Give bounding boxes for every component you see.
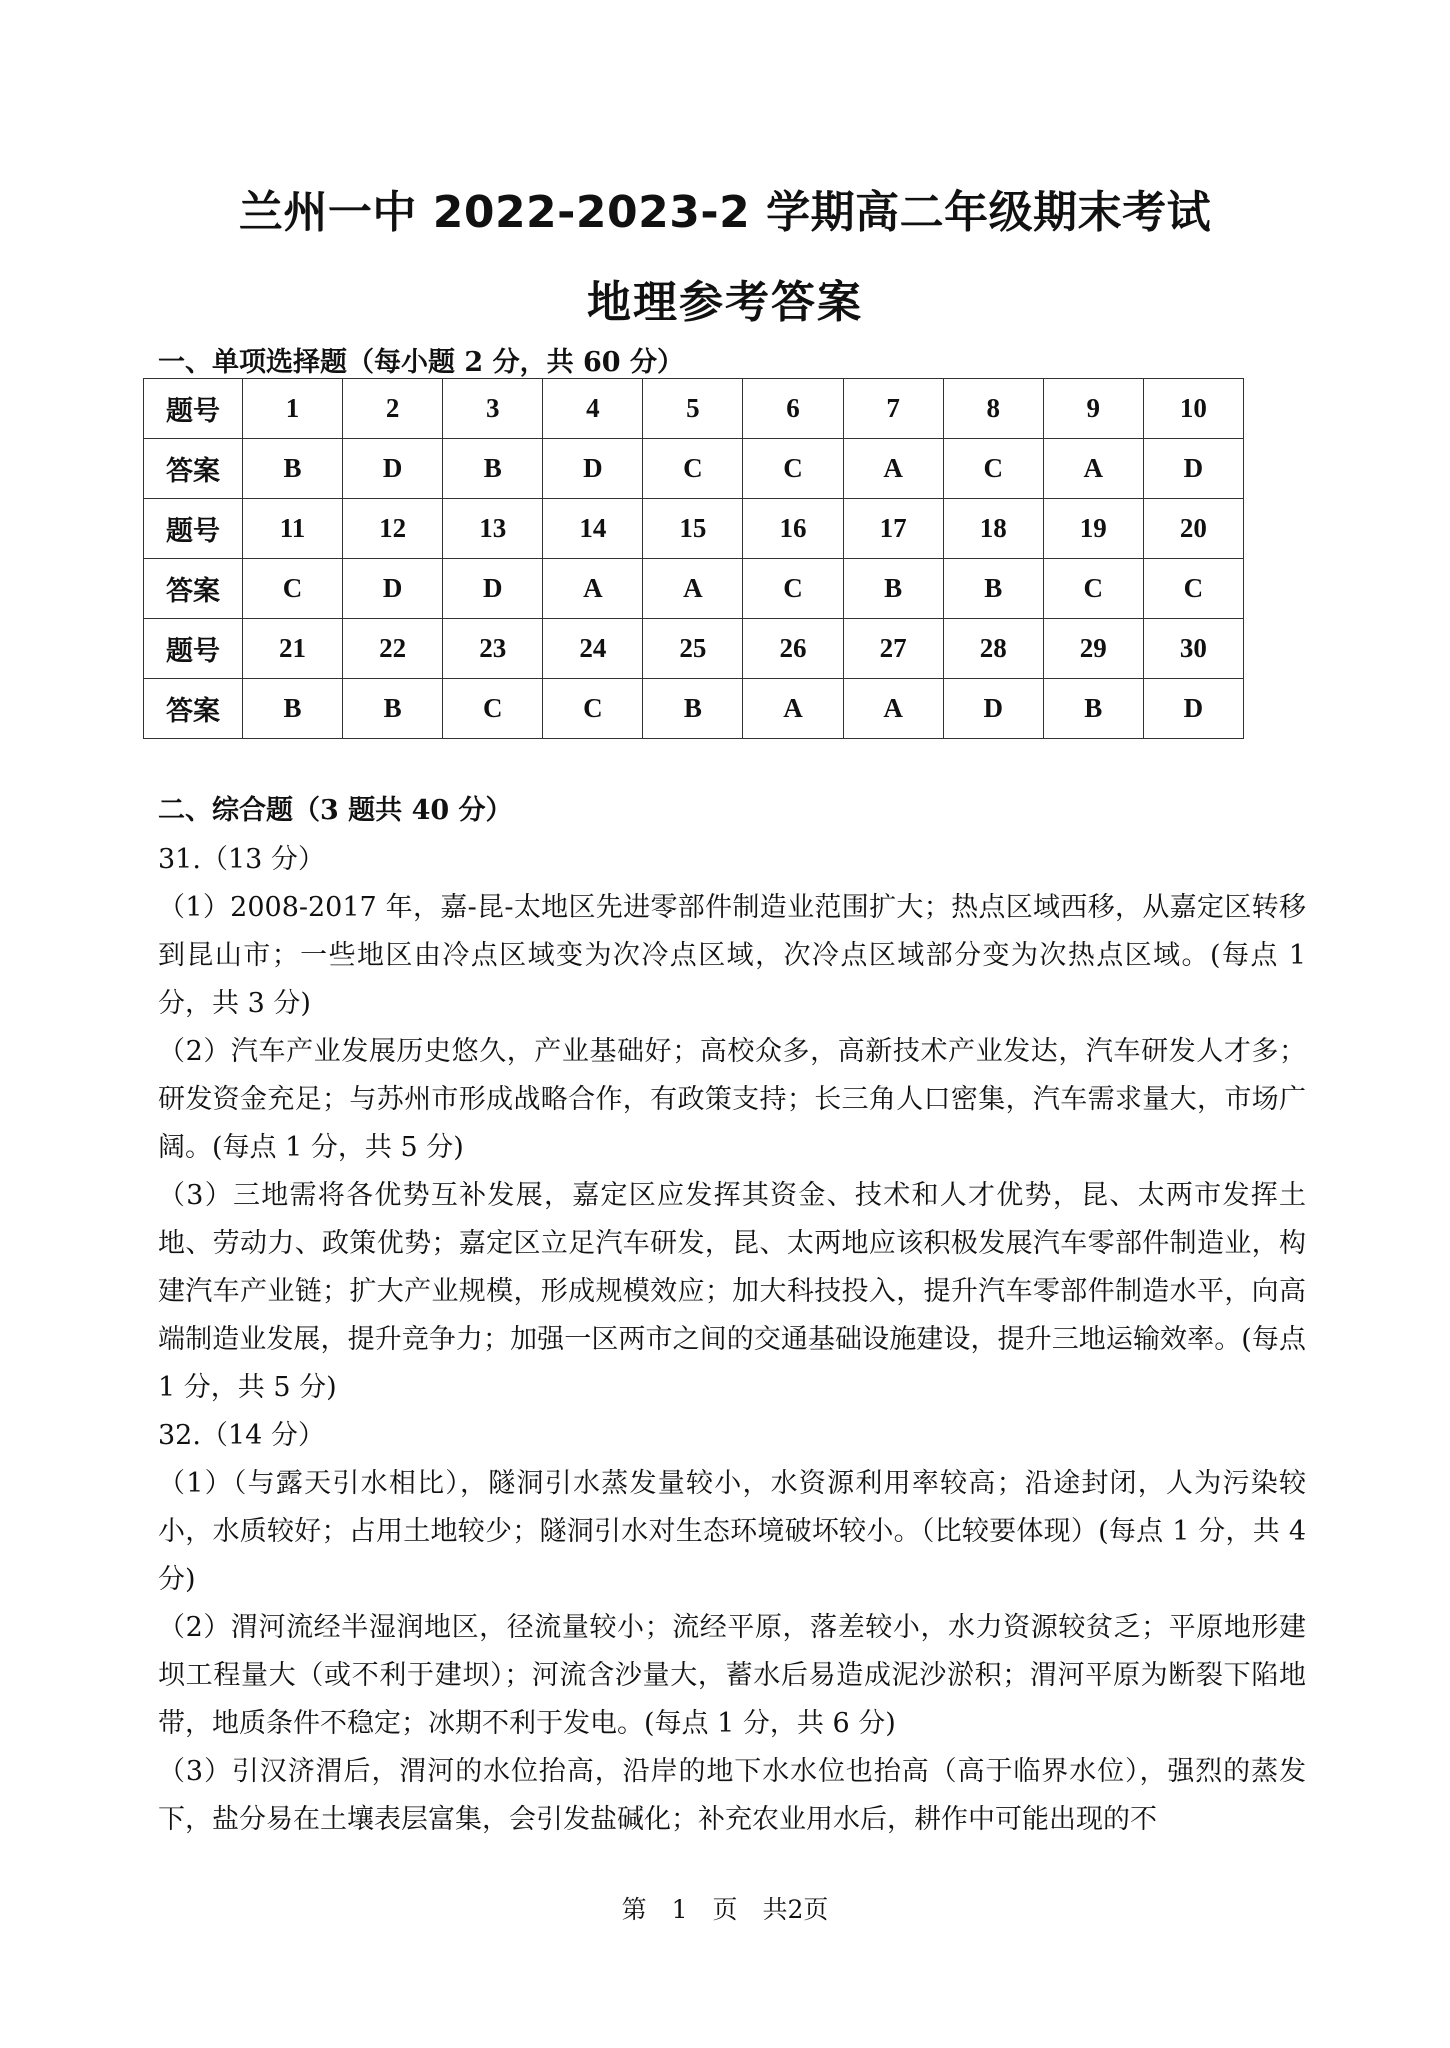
- question-number-cell: 2: [343, 379, 443, 439]
- row-header-answer: 答案: [144, 439, 243, 499]
- question-number-cell: 14: [543, 499, 643, 559]
- question-number-cell: 20: [1143, 499, 1243, 559]
- answer-cell: B: [1043, 679, 1143, 739]
- question-number-cell: 10: [1143, 379, 1243, 439]
- answer-cell: B: [843, 559, 943, 619]
- question-number-cell: 13: [443, 499, 543, 559]
- answer-row: [144, 439, 1244, 499]
- section-2-body: [158, 836, 1306, 1844]
- question-number-cell: 1: [243, 379, 343, 439]
- question-number-cell: 5: [643, 379, 743, 439]
- answer-cell: A: [843, 679, 943, 739]
- question-number-cell: 6: [743, 379, 843, 439]
- answer-cell: C: [743, 439, 843, 499]
- question-number-row: [144, 619, 1244, 679]
- question-number-cell: 19: [1043, 499, 1143, 559]
- answer-cell: D: [1143, 439, 1243, 499]
- answer-cell: A: [1043, 439, 1143, 499]
- answer-cell: D: [343, 439, 443, 499]
- row-header-number: 题号: [144, 499, 243, 559]
- question-number-cell: 28: [943, 619, 1043, 679]
- answer-cell: D: [343, 559, 443, 619]
- question-number-cell: 17: [843, 499, 943, 559]
- question-number-cell: 15: [643, 499, 743, 559]
- question-number-cell: 26: [743, 619, 843, 679]
- answer-cell: C: [1143, 559, 1243, 619]
- question-number-cell: 8: [943, 379, 1043, 439]
- answer-cell: D: [943, 679, 1043, 739]
- answer-table: [143, 378, 1244, 739]
- question-number-cell: 16: [743, 499, 843, 559]
- q31-heading: 31.（13 分）: [158, 844, 325, 875]
- question-number-cell: 29: [1043, 619, 1143, 679]
- question-number-cell: 4: [543, 379, 643, 439]
- page-footer: 第 1 页 共2页: [621, 1895, 829, 1924]
- answer-cell: B: [443, 439, 543, 499]
- question-number-cell: 27: [843, 619, 943, 679]
- question-number-cell: 25: [643, 619, 743, 679]
- q31-answer-3: （3）三地需将各优势互补发展，嘉定区应发挥其资金、技术和人才优势，昆、太两市发挥土地、劳动力、政策优势；嘉定区立足汽车研发，昆、太两地应该积极发展汽车零部件制造业，构建汽车产业链；扩大产业规模，形成规模效应；加大科技投入，提升汽车零部件制造水平，向高端制造业发展，提升竞争力；加强一区两市之间的交通基础设施建设，提升三地运输效率。(每点 1 分，共 5 分): [158, 1180, 1306, 1403]
- answer-cell: B: [243, 679, 343, 739]
- answer-cell: C: [943, 439, 1043, 499]
- exam-title: 兰州一中 2022-2023-2 学期高二年级期末考试: [238, 187, 1212, 238]
- answer-row: [144, 559, 1244, 619]
- section-1-heading: 一、单项选择题（每小题 2 分，共 60 分）: [158, 347, 684, 378]
- q32-heading: 32.（14 分）: [158, 1420, 325, 1451]
- question-number-cell: 18: [943, 499, 1043, 559]
- question-number-cell: 3: [443, 379, 543, 439]
- question-number-cell: 9: [1043, 379, 1143, 439]
- answer-cell: B: [943, 559, 1043, 619]
- answer-cell: C: [743, 559, 843, 619]
- row-header-answer: 答案: [144, 559, 243, 619]
- question-number-cell: 30: [1143, 619, 1243, 679]
- q32-answer-3: （3）引汉济渭后，渭河的水位抬高，沿岸的地下水水位也抬高（高于临界水位），强烈的蒸发下，盐分易在土壤表层富集，会引发盐碱化；补充农业用水后，耕作中可能出现的不: [158, 1756, 1306, 1835]
- answer-cell: C: [443, 679, 543, 739]
- answer-cell: C: [543, 679, 643, 739]
- answer-cell: A: [643, 559, 743, 619]
- question-number-cell: 7: [843, 379, 943, 439]
- answer-cell: C: [643, 439, 743, 499]
- answer-cell: A: [743, 679, 843, 739]
- q31-answer-2: （2）汽车产业发展历史悠久，产业基础好；高校众多，高新技术产业发达，汽车研发人才多；研发资金充足；与苏州市形成战略合作，有政策支持；长三角人口密集，汽车需求量大，市场广阔。(每点 1 分，共 5 分): [158, 1036, 1306, 1163]
- question-number-cell: 23: [443, 619, 543, 679]
- question-number-row: [144, 379, 1244, 439]
- row-header-number: 题号: [144, 619, 243, 679]
- q32-answer-1: （1）（与露天引水相比），隧洞引水蒸发量较小，水资源利用率较高；沿途封闭，人为污染较小，水质较好；占用土地较少；隧洞引水对生态环境破坏较小。（比较要体现）(每点 1 分，共 4 分): [158, 1468, 1306, 1595]
- question-number-cell: 11: [243, 499, 343, 559]
- answer-cell: A: [843, 439, 943, 499]
- answer-key-title: 地理参考答案: [587, 277, 863, 328]
- answer-cell: C: [243, 559, 343, 619]
- question-number-cell: 21: [243, 619, 343, 679]
- answer-cell: D: [443, 559, 543, 619]
- section-2-heading: 二、综合题（3 题共 40 分）: [158, 795, 513, 826]
- answer-cell: A: [543, 559, 643, 619]
- answer-cell: B: [343, 679, 443, 739]
- answer-cell: B: [243, 439, 343, 499]
- row-header-number: 题号: [144, 379, 243, 439]
- answer-cell: D: [1143, 679, 1243, 739]
- answer-cell: D: [543, 439, 643, 499]
- q31-answer-1: （1）2008-2017 年，嘉-昆-太地区先进零部件制造业范围扩大；热点区域西移，从嘉定区转移到昆山市；一些地区由冷点区域变为次冷点区域，次冷点区域部分变为次热点区域。(每点 1 分，共 3 分): [158, 892, 1306, 1019]
- answer-cell: C: [1043, 559, 1143, 619]
- question-number-cell: 24: [543, 619, 643, 679]
- q32-answer-2: （2）渭河流经半湿润地区，径流量较小；流经平原，落差较小，水力资源较贫乏；平原地形建坝工程量大（或不利于建坝）；河流含沙量大，蓄水后易造成泥沙淤积；渭河平原为断裂下陷地带，地质条件不稳定；冰期不利于发电。(每点 1 分，共 6 分): [158, 1612, 1306, 1739]
- question-number-cell: 12: [343, 499, 443, 559]
- answer-table-body: [144, 379, 1244, 739]
- question-number-cell: 22: [343, 619, 443, 679]
- answer-cell: B: [643, 679, 743, 739]
- row-header-answer: 答案: [144, 679, 243, 739]
- answer-row: [144, 679, 1244, 739]
- question-number-row: [144, 499, 1244, 559]
